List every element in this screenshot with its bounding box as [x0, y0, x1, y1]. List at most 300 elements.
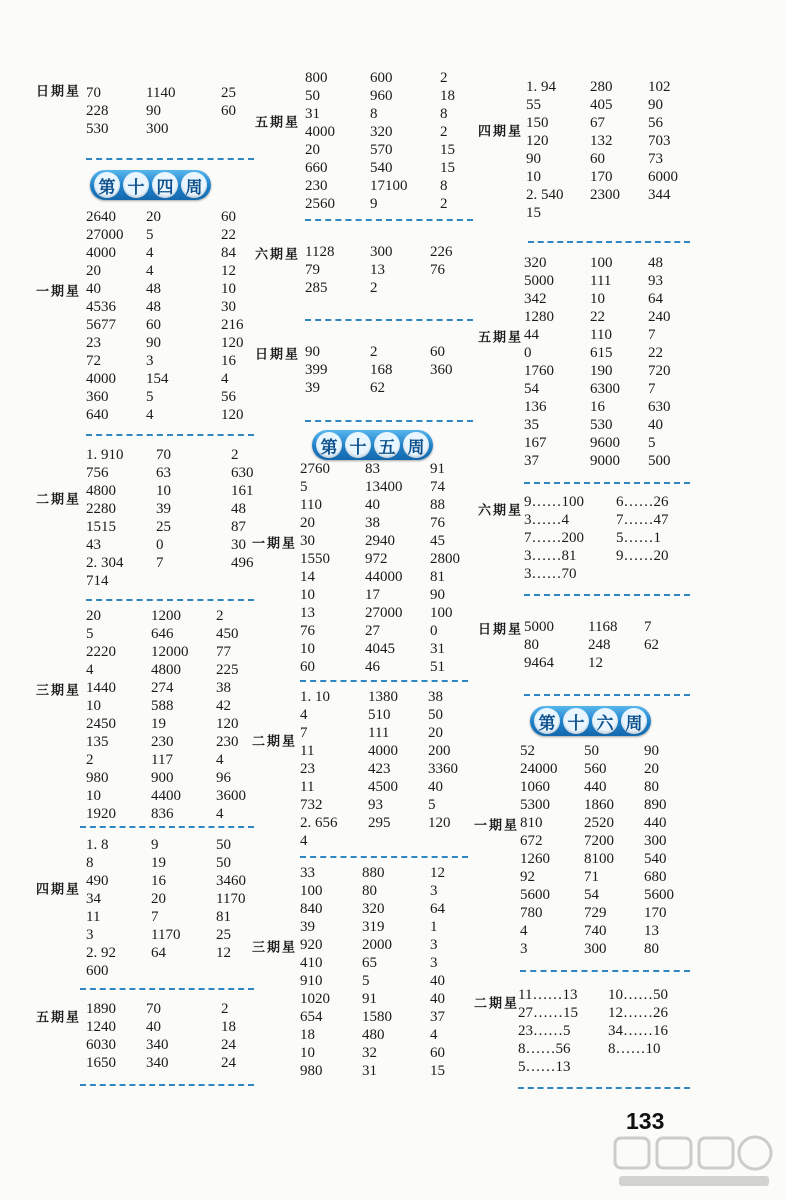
answer-cell: 14 [300, 569, 315, 585]
answer-cell: 40 [430, 973, 445, 989]
answer-cell: 2520 [584, 815, 614, 831]
answer-cell: 15 [430, 1063, 445, 1079]
answer-cell: 87 [231, 519, 246, 535]
answer-cell: 76 [430, 515, 445, 531]
answer-cell: 274 [151, 680, 174, 696]
answer-cell: 510 [368, 707, 391, 723]
answer-cell: 2450 [86, 716, 116, 732]
answer-cell: 120 [221, 335, 244, 351]
answer-cell: 76 [430, 262, 445, 278]
answer-cell: 0 [156, 537, 164, 553]
answer-cell: 5300 [520, 797, 550, 813]
answer-cell: 100 [590, 255, 613, 271]
answer-cell: 10 [590, 291, 605, 307]
answer-cell: 4 [300, 833, 308, 849]
answer-cell: 4 [146, 407, 154, 423]
answer-cell: 3 [520, 941, 528, 957]
weekday-label: 星期日 [475, 622, 520, 636]
answer-cell: 77 [216, 644, 231, 660]
banner-char: 周 [621, 708, 647, 734]
answer-cell: 2. 92 [86, 945, 116, 961]
answer-cell: 102 [648, 79, 671, 95]
answer-cell: 50 [216, 855, 231, 871]
answer-cell: 80 [644, 941, 659, 957]
answer-cell: 5 [362, 973, 370, 989]
answer-cell: 342 [524, 291, 547, 307]
answer-cell: 2 [86, 752, 94, 768]
answer-cell: 1. 10 [300, 689, 330, 705]
answer-cell: 16 [151, 873, 166, 889]
answer-cell: 54 [524, 381, 539, 397]
answer-cell: 780 [520, 905, 543, 921]
answer-cell: 2280 [86, 501, 116, 517]
weekday-label: 星期一 [471, 818, 516, 832]
answer-cell: 43 [86, 537, 101, 553]
answer-cell: 44000 [365, 569, 403, 585]
answer-cell: 7 [151, 909, 159, 925]
answer-cell: 34……16 [608, 1023, 668, 1039]
answer-cell: 280 [590, 79, 613, 95]
answer-cell: 8100 [584, 851, 614, 867]
answer-cell: 2 [440, 196, 448, 212]
answer-cell: 5 [86, 626, 94, 642]
answer-cell: 110 [300, 497, 322, 513]
answer-cell: 15 [526, 205, 541, 221]
answer-cell: 50 [428, 707, 443, 723]
answer-cell: 2800 [430, 551, 460, 567]
weekday-label: 星期六 [475, 503, 520, 517]
answer-cell: 340 [146, 1037, 169, 1053]
answer-cell: 4 [86, 662, 94, 678]
answer-cell: 16 [590, 399, 605, 415]
answer-cell: 34 [86, 891, 101, 907]
answer-cell: 4800 [86, 483, 116, 499]
answer-cell: 70 [156, 447, 171, 463]
answer-cell: 31 [362, 1063, 377, 1079]
answer-cell: 13 [300, 605, 315, 621]
answer-cell: 5 [300, 479, 308, 495]
answer-cell: 60 [300, 659, 315, 675]
dashed-divider [528, 241, 690, 243]
weekday-label: 星期二 [471, 996, 516, 1010]
dashed-divider [520, 970, 690, 972]
answer-cell: 84 [221, 245, 236, 261]
weekday-label: 星期一 [33, 284, 78, 298]
answer-cell: 3 [430, 883, 438, 899]
answer-cell: 1. 910 [86, 447, 124, 463]
answer-cell: 2. 540 [526, 187, 564, 203]
answer-cell: 30 [231, 537, 246, 553]
banner-char: 六 [592, 708, 618, 734]
answer-cell: 135 [86, 734, 109, 750]
answer-cell: 25 [216, 927, 231, 943]
answer-cell: 2. 656 [300, 815, 338, 831]
answer-cell: 48 [231, 501, 246, 517]
answer-cell: 836 [151, 806, 174, 822]
answer-cell: 2300 [590, 187, 620, 203]
answer-cell: 7 [300, 725, 308, 741]
answer-cell: 285 [305, 280, 328, 296]
answer-cell: 2 [440, 124, 448, 140]
answer-cell: 3……81 [524, 548, 577, 564]
answer-cell: 630 [648, 399, 671, 415]
answer-cell: 440 [644, 815, 667, 831]
answer-cell: 27000 [365, 605, 403, 621]
answer-cell: 60 [221, 103, 236, 119]
answer-cell: 38 [216, 680, 231, 696]
answer-cell: 440 [584, 779, 607, 795]
answer-cell: 9464 [524, 655, 554, 671]
answer-cell: 295 [368, 815, 391, 831]
dashed-divider [524, 482, 690, 484]
answer-cell: 588 [151, 698, 174, 714]
answer-cell: 2000 [362, 937, 392, 953]
dashed-divider [524, 594, 690, 596]
answer-cell: 40 [146, 1019, 161, 1035]
answer-cell: 8 [86, 855, 94, 871]
answer-cell: 1168 [588, 619, 618, 635]
answer-cell: 10……50 [608, 987, 668, 1003]
page-number: 133 [626, 1108, 665, 1134]
answer-cell: 136 [524, 399, 547, 415]
answer-cell: 7……200 [524, 530, 584, 546]
answer-cell: 9 [151, 837, 159, 853]
answer-cell: 31 [430, 641, 445, 657]
answer-cell: 225 [216, 662, 239, 678]
answer-cell: 6030 [86, 1037, 116, 1053]
answer-cell: 320 [370, 124, 393, 140]
answer-cell: 35 [524, 417, 539, 433]
banner-char: 五 [374, 432, 400, 458]
answer-cell: 530 [590, 417, 613, 433]
dashed-divider [305, 219, 473, 221]
answer-cell: 2760 [300, 461, 330, 477]
answer-cell: 37 [524, 453, 539, 469]
answer-cell: 20 [428, 725, 443, 741]
answer-cell: 4 [300, 707, 308, 723]
answer-cell: 50 [305, 88, 320, 104]
answer-cell: 3 [146, 353, 154, 369]
answer-cell: 1860 [584, 797, 614, 813]
answer-cell: 74 [430, 479, 445, 495]
answer-cell: 100 [430, 605, 453, 621]
answer-cell: 62 [644, 637, 659, 653]
answer-cell: 11……13 [518, 987, 578, 1003]
answer-cell: 110 [590, 327, 612, 343]
answer-cell: 120 [428, 815, 451, 831]
answer-cell: 1920 [86, 806, 116, 822]
dashed-divider [86, 434, 254, 436]
answer-cell: 22 [590, 309, 605, 325]
answer-cell: 93 [368, 797, 383, 813]
answer-cell: 9600 [590, 435, 620, 451]
answer-cell: 0 [524, 345, 532, 361]
answer-cell: 18 [440, 88, 455, 104]
answer-cell: 654 [300, 1009, 323, 1025]
answer-cell: 672 [520, 833, 543, 849]
answer-cell: 39 [305, 380, 320, 396]
answer-cell: 320 [362, 901, 385, 917]
answer-cell: 300 [370, 244, 393, 260]
answer-cell: 93 [648, 273, 663, 289]
answer-cell: 90 [146, 335, 161, 351]
answer-cell: 83 [365, 461, 380, 477]
answer-cell: 5000 [524, 619, 554, 635]
answer-cell: 450 [216, 626, 239, 642]
answer-cell: 5600 [520, 887, 550, 903]
answer-cell: 1200 [151, 608, 181, 624]
answer-cell: 4000 [86, 245, 116, 261]
answer-cell: 20 [151, 891, 166, 907]
answer-cell: 111 [590, 273, 612, 289]
answer-cell: 910 [300, 973, 323, 989]
answer-cell: 22 [648, 345, 663, 361]
answer-cell: 5 [648, 435, 656, 451]
answer-cell: 1. 94 [526, 79, 556, 95]
answer-cell: 4 [221, 371, 229, 387]
answer-cell: 7 [648, 327, 656, 343]
answer-cell: 23……5 [518, 1023, 571, 1039]
answer-cell: 500 [648, 453, 671, 469]
answer-cell: 4 [146, 263, 154, 279]
answer-cell: 1140 [146, 85, 176, 101]
answer-cell: 3 [86, 927, 94, 943]
answer-cell: 12 [588, 655, 603, 671]
answer-cell: 900 [151, 770, 174, 786]
answer-cell: 496 [231, 555, 254, 571]
banner-char: 第 [94, 172, 120, 198]
answer-cell: 71 [584, 869, 599, 885]
answer-cell: 50 [584, 743, 599, 759]
answer-cell: 63 [156, 465, 171, 481]
answer-cell: 31 [305, 106, 320, 122]
answer-cell: 91 [430, 461, 445, 477]
answer-cell: 120 [221, 407, 244, 423]
answer-cell: 200 [428, 743, 451, 759]
answer-cell: 3……4 [524, 512, 569, 528]
answer-cell: 60 [221, 209, 236, 225]
answer-cell: 2. 304 [86, 555, 124, 571]
answer-cell: 2 [370, 344, 378, 360]
answer-cell: 40 [428, 779, 443, 795]
answer-cell: 2 [221, 1001, 229, 1017]
answer-cell: 33 [300, 865, 315, 881]
answer-cell: 6300 [590, 381, 620, 397]
week-15-banner [312, 430, 433, 460]
answer-cell: 980 [300, 1063, 323, 1079]
answer-cell: 22 [221, 227, 236, 243]
answer-cell: 810 [520, 815, 543, 831]
answer-cell: 3 [430, 955, 438, 971]
answer-cell: 65 [362, 955, 377, 971]
answer-cell: 9……20 [616, 548, 669, 564]
answer-cell: 230 [305, 178, 328, 194]
answer-cell: 25 [221, 85, 236, 101]
banner-char: 十 [345, 432, 371, 458]
answer-cell: 17100 [370, 178, 408, 194]
answer-cell: 980 [86, 770, 109, 786]
answer-cell: 344 [648, 187, 671, 203]
answer-cell: 8……56 [518, 1041, 571, 1057]
answer-cell: 24000 [520, 761, 558, 777]
dashed-divider [305, 319, 473, 321]
answer-cell: 18 [221, 1019, 236, 1035]
answer-cell: 60 [590, 151, 605, 167]
answer-cell: 2 [216, 608, 224, 624]
answer-cell: 20 [644, 761, 659, 777]
answer-cell: 4400 [151, 788, 181, 804]
answer-cell: 399 [305, 362, 328, 378]
answer-cell: 62 [370, 380, 385, 396]
answer-cell: 560 [584, 761, 607, 777]
answer-cell: 15 [440, 142, 455, 158]
weekday-label: 星期四 [33, 882, 78, 896]
answer-cell: 4045 [365, 641, 395, 657]
answer-cell: 732 [300, 797, 323, 813]
answer-cell: 0 [430, 623, 438, 639]
weekday-label: 星期四 [475, 124, 520, 138]
banner-char: 周 [181, 172, 207, 198]
answer-cell: 540 [370, 160, 393, 176]
answer-cell: 320 [524, 255, 547, 271]
answer-cell: 319 [362, 919, 385, 935]
answer-cell: 729 [584, 905, 607, 921]
answer-cell: 9……100 [524, 494, 584, 510]
answer-cell: 90 [146, 103, 161, 119]
answer-cell: 90 [305, 344, 320, 360]
answer-cell: 405 [590, 97, 613, 113]
answer-cell: 23 [86, 335, 101, 351]
answer-cell: 150 [526, 115, 549, 131]
answer-cell: 20 [146, 209, 161, 225]
answer-cell: 12……26 [608, 1005, 668, 1021]
answer-cell: 60 [430, 344, 445, 360]
answer-cell: 6……26 [616, 494, 669, 510]
answer-cell: 10 [300, 641, 315, 657]
answer-cell: 20 [305, 142, 320, 158]
dashed-divider [305, 420, 473, 422]
answer-cell: 248 [588, 637, 611, 653]
answer-cell: 6000 [648, 169, 678, 185]
answer-cell: 1260 [520, 851, 550, 867]
answer-cell: 37 [430, 1009, 445, 1025]
answer-cell: 42 [216, 698, 231, 714]
answer-cell: 8 [440, 178, 448, 194]
answer-cell: 5600 [644, 887, 674, 903]
dashed-divider [80, 1084, 254, 1086]
answer-cell: 1650 [86, 1055, 116, 1071]
answer-cell: 2640 [86, 209, 116, 225]
weekday-label: 星期二 [249, 734, 294, 748]
answer-cell: 38 [365, 515, 380, 531]
answer-cell: 40 [86, 281, 101, 297]
answer-cell: 1580 [362, 1009, 392, 1025]
answer-cell: 1240 [86, 1019, 116, 1035]
answer-cell: 17 [365, 587, 380, 603]
answer-cell: 360 [86, 389, 109, 405]
answer-cell: 64 [648, 291, 663, 307]
banner-char: 周 [403, 432, 429, 458]
answer-cell: 4536 [86, 299, 116, 315]
answer-cell: 39 [156, 501, 171, 517]
answer-cell: 10 [221, 281, 236, 297]
answer-cell: 1440 [86, 680, 116, 696]
answer-cell: 1890 [86, 1001, 116, 1017]
banner-char: 十 [123, 172, 149, 198]
answer-cell: 111 [368, 725, 390, 741]
answer-cell: 1760 [524, 363, 554, 379]
answer-cell: 1. 8 [86, 837, 109, 853]
answer-cell: 8……10 [608, 1041, 661, 1057]
dashed-divider [300, 856, 468, 858]
answer-cell: 10 [86, 698, 101, 714]
answer-cell: 800 [305, 70, 328, 86]
answer-cell: 300 [146, 121, 169, 137]
answer-cell: 972 [365, 551, 388, 567]
answer-cell: 8 [440, 106, 448, 122]
answer-cell: 30 [221, 299, 236, 315]
answer-cell: 4800 [151, 662, 181, 678]
answer-cell: 48 [648, 255, 663, 271]
answer-cell: 11 [86, 909, 101, 925]
weekday-label: 星期日 [33, 84, 78, 98]
answer-cell: 720 [648, 363, 671, 379]
answer-cell: 27000 [86, 227, 124, 243]
answer-cell: 70 [146, 1001, 161, 1017]
answer-cell: 920 [300, 937, 323, 953]
answer-cell: 630 [231, 465, 254, 481]
answer-cell: 3360 [428, 761, 458, 777]
weekday-label: 星期五 [33, 1010, 78, 1024]
banner-char: 十 [563, 708, 589, 734]
answer-cell: 570 [370, 142, 393, 158]
answer-cell: 530 [86, 121, 109, 137]
answer-cell: 640 [86, 407, 109, 423]
answer-cell: 90 [644, 743, 659, 759]
answer-cell: 10 [526, 169, 541, 185]
answer-cell: 756 [86, 465, 109, 481]
answer-cell: 64 [151, 945, 166, 961]
answer-cell: 92 [520, 869, 535, 885]
answer-cell: 2560 [305, 196, 335, 212]
answer-cell: 4000 [305, 124, 335, 140]
answer-cell: 80 [524, 637, 539, 653]
answer-cell: 4 [216, 752, 224, 768]
answer-cell: 5000 [524, 273, 554, 289]
dashed-divider [80, 826, 254, 828]
answer-cell: 230 [151, 734, 174, 750]
answer-cell: 4 [146, 245, 154, 261]
answer-cell: 5……1 [616, 530, 661, 546]
answer-cell: 2 [231, 447, 239, 463]
answer-cell: 11 [300, 779, 315, 795]
answer-cell: 52 [520, 743, 535, 759]
answer-cell: 161 [231, 483, 254, 499]
watermark-logo-icon [609, 1132, 779, 1192]
answer-cell: 79 [305, 262, 320, 278]
answer-cell: 170 [644, 905, 667, 921]
banner-char: 第 [534, 708, 560, 734]
answer-cell: 480 [362, 1027, 385, 1043]
answer-cell: 360 [430, 362, 453, 378]
answer-cell: 19 [151, 716, 166, 732]
answer-cell: 2940 [365, 533, 395, 549]
answer-cell: 76 [300, 623, 315, 639]
answer-cell: 25 [156, 519, 171, 535]
answer-cell: 13 [644, 923, 659, 939]
answer-cell: 60 [146, 317, 161, 333]
answer-cell: 1060 [520, 779, 550, 795]
